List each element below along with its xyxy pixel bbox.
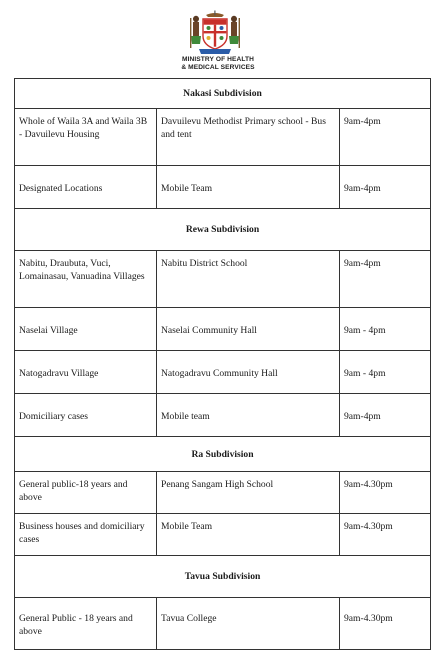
table-row: [15, 394, 431, 437]
ministry-line-1: MINISTRY OF HEALTH: [181, 56, 254, 63]
table-row: [15, 109, 431, 166]
table-row: [15, 351, 431, 394]
target-group-cell: General Public - 18 years and above: [15, 598, 157, 650]
target-group-cell: Designated Locations: [15, 166, 157, 209]
target-group-cell: Natogadravu Village: [15, 351, 157, 394]
section-title: Rewa Subdivision: [15, 209, 431, 251]
venue-cell: Mobile team: [157, 394, 340, 437]
table-row: [15, 308, 431, 351]
vaccination-schedule: [14, 78, 430, 650]
target-group-cell: Whole of Waila 3A and Waila 3B - Davuilevu Housing: [15, 109, 157, 166]
time-cell: 9am - 4pm: [340, 351, 431, 394]
table-row: [15, 598, 431, 650]
venue-cell: Mobile Team: [157, 166, 340, 209]
section-header-row: [15, 79, 431, 109]
section-title: Ra Subdivision: [15, 437, 431, 472]
target-group-cell: General public-18 years and above: [15, 472, 157, 514]
time-cell: 9am-4.30pm: [340, 598, 431, 650]
venue-cell: Tavua College: [157, 598, 340, 650]
venue-cell: Nabitu District School: [157, 251, 340, 308]
venue-cell: Naselai Community Hall: [157, 308, 340, 351]
table-row: [15, 166, 431, 209]
time-cell: 9am-4pm: [340, 109, 431, 166]
time-cell: 9am - 4pm: [340, 308, 431, 351]
target-group-cell: Nabitu, Draubuta, Vuci, Lomainasau, Vanuadina Villages: [15, 251, 157, 308]
target-group-cell: Naselai Village: [15, 308, 157, 351]
table-row: [15, 251, 431, 308]
section-header-row: [15, 437, 431, 472]
venue-cell: Natogadravu Community Hall: [157, 351, 340, 394]
venue-cell: Penang Sangam High School: [157, 472, 340, 514]
time-cell: 9am-4pm: [340, 394, 431, 437]
table-row: [15, 514, 431, 556]
venue-cell: Mobile Team: [157, 514, 340, 556]
section-title: Tavua Subdivision: [15, 556, 431, 598]
section-header-row: [15, 209, 431, 251]
fiji-coat-of-arms-icon: [187, 10, 243, 56]
time-cell: 9am-4.30pm: [340, 472, 431, 514]
ministry-line-2: & MEDICAL SERVICES: [181, 64, 255, 71]
time-cell: 9am-4.30pm: [340, 514, 431, 556]
target-group-cell: Business houses and domiciliary cases: [15, 514, 157, 556]
document-header: [0, 0, 436, 80]
schedule-table: [14, 78, 431, 650]
section-header-row: [15, 556, 431, 598]
time-cell: 9am-4pm: [340, 251, 431, 308]
venue-cell: Davuilevu Methodist Primary school - Bus and tent: [157, 109, 340, 166]
section-title: Nakasi Subdivision: [15, 79, 431, 109]
time-cell: 9am-4pm: [340, 166, 431, 209]
target-group-cell: Domiciliary cases: [15, 394, 157, 437]
table-row: [15, 472, 431, 514]
ministry-name: [0, 56, 436, 72]
